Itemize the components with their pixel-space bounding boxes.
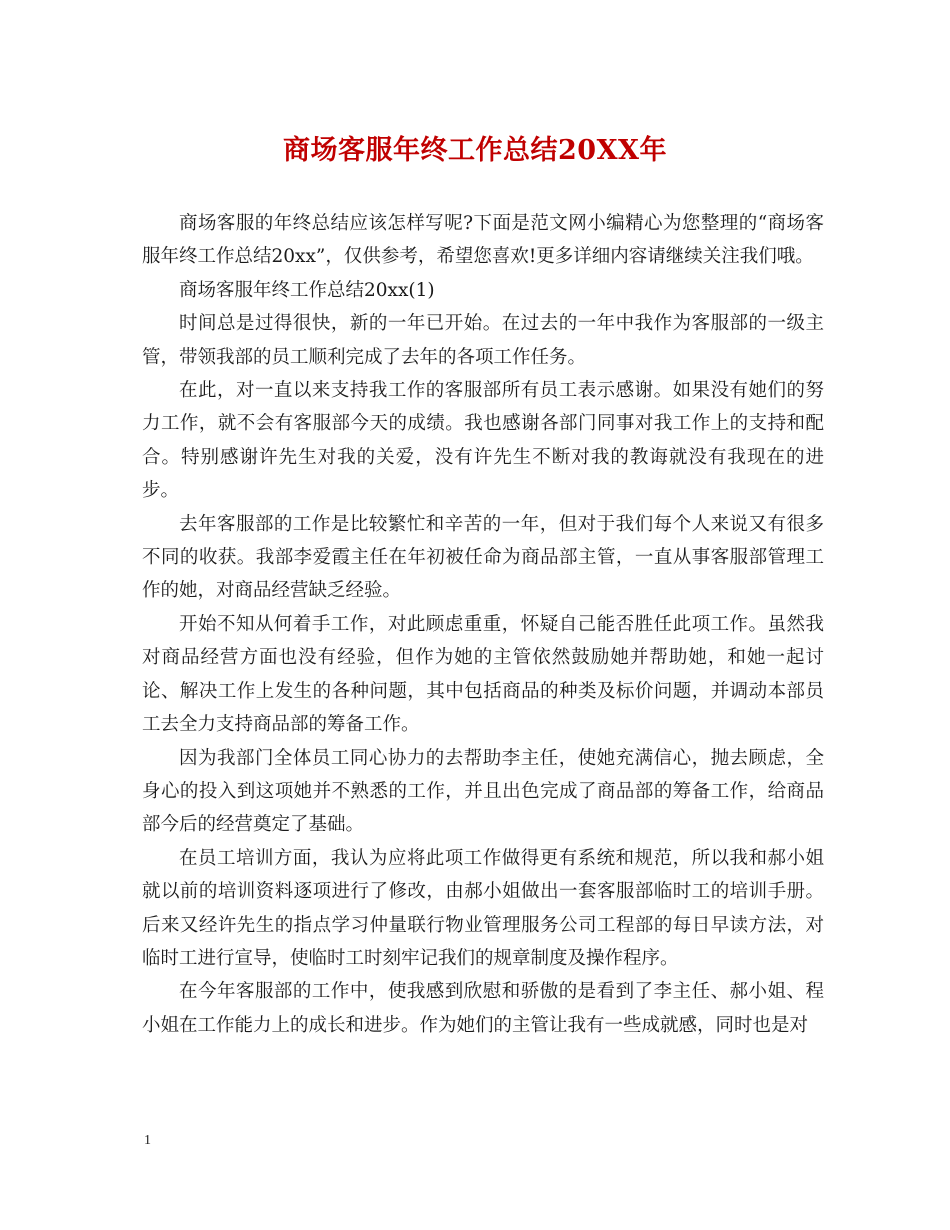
- paragraph: 开始不知从何着手工作，对此顾虑重重，怀疑自己能否胜任此项工作。虽然我对商品经营方面也没有经验，但作为她的主管依然鼓励她并帮助她，和她一起讨论、解决工作上发生的各种问题，其中包括商品的种类及标价问题，并调动本部员工去全力支持商品部的筹备工作。: [142, 613, 824, 736]
- paragraph-intro: 商场客服的年终总结应该怎样写呢?下面是范文网小编精心为您整理的“商场客服年终工作总结20xx”，仅供参考，希望您喜欢!更多详细内容请继续关注我们哦。: [142, 213, 824, 268]
- paragraph: 时间总是过得很快，新的一年已开始。在过去的一年中我作为客服部的一级主管，带领我部的员工顺利完成了去年的各项工作任务。: [142, 313, 824, 368]
- paragraph: 在此，对一直以来支持我工作的客服部所有员工表示感谢。如果没有她们的努力工作，就不会有客服部今天的成绩。我也感谢各部门同事对我工作上的支持和配合。特别感谢许先生对我的关爱，没有许先生不断对我的教诲就没有我现在的进步。: [142, 380, 824, 502]
- paragraph: 在员工培训方面，我认为应将此项工作做得更有系统和规范，所以我和郝小姐就以前的培训资料逐项进行了修改，由郝小姐做出一套客服部临时工的培训手册。后来又经许先生的指点学习仲量联行物业管理服务公司工程部的每日早读方法，对临时工进行宣导，使临时工时刻牢记我们的规章制度及操作程序。: [142, 847, 824, 969]
- document-title: 商场客服年终工作总结20XX年: [283, 135, 667, 166]
- page-number: 1: [144, 1133, 151, 1148]
- paragraph: 去年客服部的工作是比较繁忙和辛苦的一年，但对于我们每个人来说又有很多不同的收获。我部李爱霞主任在年初被任命为商品部主管，一直从事客服部管理工作的她，对商品经营缺乏经验。: [142, 513, 824, 602]
- document-body: [142, 207, 824, 1042]
- paragraph: 在今年客服部的工作中，使我感到欣慰和骄傲的是看到了李主任、郝小姐、程小姐在工作能力上的成长和进步。作为她们的主管让我有一些成就感，同时也是对: [142, 981, 824, 1036]
- paragraph: 因为我部门全体员工同心协力的去帮助李主任，使她充满信心，抛去顾虑，全身心的投入到这项她并不熟悉的工作，并且出色完成了商品部的筹备工作，给商品部今后的经营奠定了基础。: [142, 747, 824, 836]
- section-heading: 商场客服年终工作总结20xx(1): [179, 279, 435, 301]
